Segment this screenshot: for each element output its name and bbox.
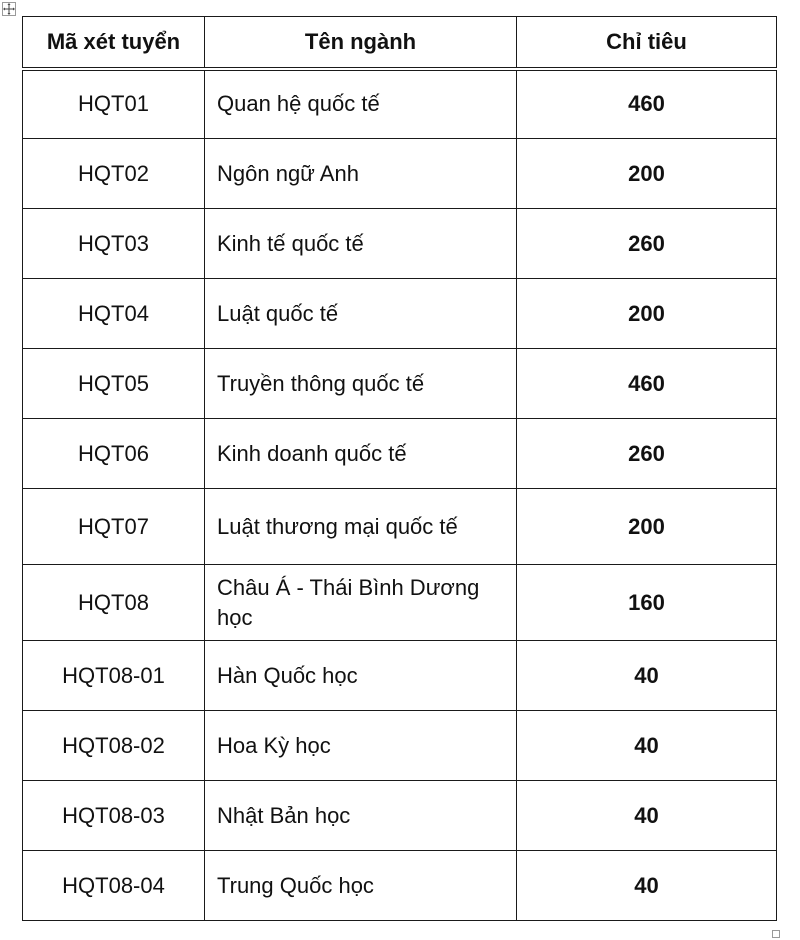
code-cell: HQT08-02: [23, 711, 205, 781]
table-header: [23, 17, 777, 69]
header-row: [23, 17, 777, 69]
table-row: [23, 489, 777, 565]
admission-quota-table: [22, 16, 777, 921]
code-cell: HQT08-01: [23, 641, 205, 711]
code-cell: HQT08-03: [23, 781, 205, 851]
code-cell: HQT06: [23, 419, 205, 489]
table-row: [23, 565, 777, 641]
code-cell: HQT08-04: [23, 851, 205, 921]
table-row: [23, 711, 777, 781]
name-cell: Luật thương mại quốc tế: [205, 489, 517, 565]
table-row: [23, 209, 777, 279]
name-cell: Kinh doanh quốc tế: [205, 419, 517, 489]
quota-cell: 200: [517, 489, 777, 565]
name-cell: Ngôn ngữ Anh: [205, 139, 517, 209]
name-cell: Hàn Quốc học: [205, 641, 517, 711]
code-cell: HQT04: [23, 279, 205, 349]
quota-cell: 160: [517, 565, 777, 641]
quota-cell: 200: [517, 139, 777, 209]
name-cell: Quan hệ quốc tế: [205, 69, 517, 139]
quota-cell: 460: [517, 69, 777, 139]
header-quota: Chỉ tiêu: [517, 17, 777, 69]
table-row: [23, 851, 777, 921]
table-row: [23, 641, 777, 711]
name-cell: Truyền thông quốc tế: [205, 349, 517, 419]
code-cell: HQT02: [23, 139, 205, 209]
code-cell: HQT07: [23, 489, 205, 565]
code-cell: HQT08: [23, 565, 205, 641]
name-cell: Nhật Bản học: [205, 781, 517, 851]
quota-cell: 460: [517, 349, 777, 419]
name-cell: Hoa Kỳ học: [205, 711, 517, 781]
quota-cell: 260: [517, 209, 777, 279]
table-row: [23, 349, 777, 419]
header-code: Mã xét tuyển: [23, 17, 205, 69]
code-cell: HQT01: [23, 69, 205, 139]
header-name: Tên ngành: [205, 17, 517, 69]
table-row: [23, 419, 777, 489]
table-row: [23, 781, 777, 851]
name-cell: Trung Quốc học: [205, 851, 517, 921]
table-resize-handle[interactable]: [772, 930, 780, 938]
code-cell: HQT05: [23, 349, 205, 419]
quota-cell: 40: [517, 781, 777, 851]
quota-cell: 40: [517, 711, 777, 781]
quota-cell: 200: [517, 279, 777, 349]
table-body: [23, 69, 777, 921]
table-move-handle[interactable]: [2, 2, 16, 16]
code-cell: HQT03: [23, 209, 205, 279]
table-row: [23, 69, 777, 139]
name-cell: Kinh tế quốc tế: [205, 209, 517, 279]
table-row: [23, 279, 777, 349]
move-arrows-icon: [3, 3, 15, 15]
table-row: [23, 139, 777, 209]
name-cell: Luật quốc tế: [205, 279, 517, 349]
name-cell: Châu Á - Thái Bình Dương học: [205, 565, 517, 641]
quota-cell: 40: [517, 641, 777, 711]
quota-cell: 40: [517, 851, 777, 921]
quota-cell: 260: [517, 419, 777, 489]
